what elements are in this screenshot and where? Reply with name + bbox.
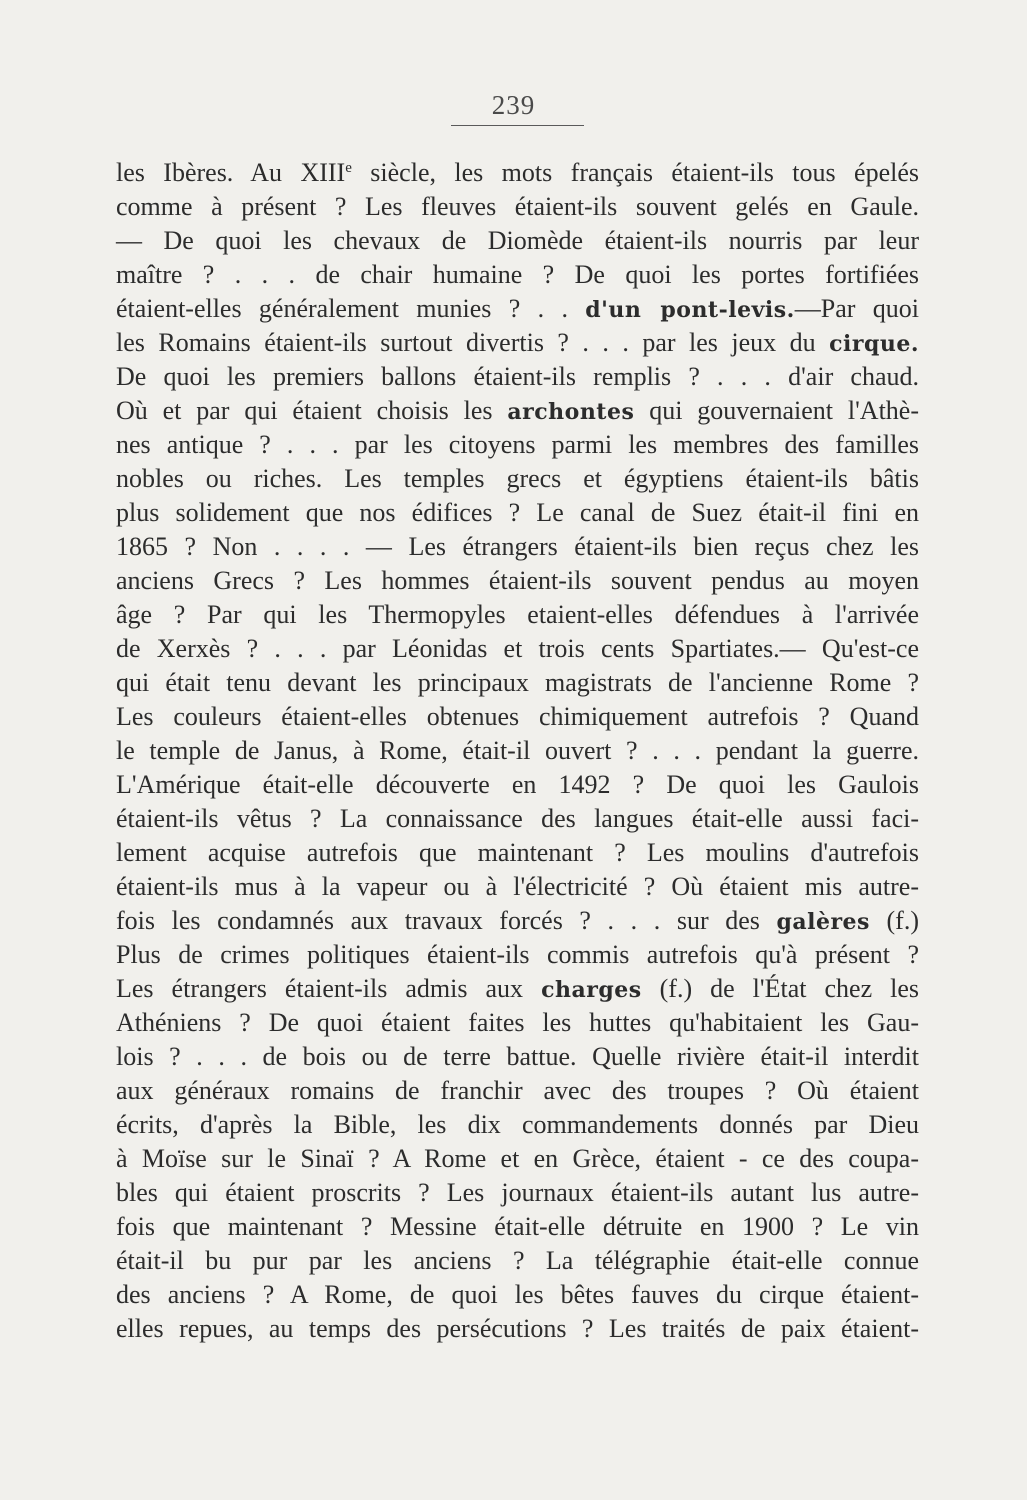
text-line (116, 700, 919, 734)
text-line (116, 190, 919, 224)
text-segment: nes antique ? . . . par les citoyens parmi les membres des familles (116, 430, 919, 459)
text-segment: de Xerxès ? . . . par Léonidas et trois cents Spartiates.— Qu'est-ce (116, 634, 919, 663)
text-line (116, 1006, 919, 1040)
text-line (116, 428, 919, 462)
bold-term: cirque. (829, 331, 919, 357)
bold-term: galères (776, 909, 870, 935)
bold-term: d'un pont-levis. (585, 297, 795, 323)
text-line (116, 768, 919, 802)
page-number: 239 (491, 90, 536, 120)
text-line (116, 870, 919, 904)
text-line (116, 938, 919, 972)
text-segment: des anciens ? A Rome, de quoi les bêtes fauves du cirque étaient- (116, 1280, 919, 1309)
text-segment: (f.) (869, 906, 919, 935)
text-line (116, 632, 919, 666)
text-segment: L'Amérique était-elle découverte en 1492 ? De quoi les Gaulois (116, 770, 919, 799)
text-line (116, 1176, 919, 1210)
text-segment: à Moïse sur le Sinaï ? A Rome et en Grèce, étaient - ce des coupa- (116, 1144, 919, 1173)
superscript: e (345, 160, 352, 176)
text-segment: aux généraux romains de franchir avec des troupes ? Où étaient (116, 1076, 919, 1105)
text-segment: Les étrangers étaient-ils admis aux (116, 974, 542, 1003)
text-segment: —Par quoi (794, 294, 919, 323)
text-line (116, 904, 919, 938)
text-segment: Plus de crimes politiques étaient-ils commis autrefois qu'à présent ? (116, 940, 919, 969)
text-segment: De quoi les premiers ballons étaient-ils remplis ? . . . d'air chaud. (116, 362, 919, 391)
bold-term: archontes (507, 399, 635, 425)
text-segment: nobles ou riches. Les temples grecs et égyptiens étaient-ils bâtis (116, 464, 919, 493)
text-segment: (f.) de l'État chez les (641, 974, 920, 1003)
text-line (116, 666, 919, 700)
text-line (116, 734, 919, 768)
text-line (116, 156, 919, 190)
text-segment: étaient-ils mus à la vapeur ou à l'électricité ? Où étaient mis autre- (116, 872, 919, 901)
text-line (116, 462, 919, 496)
text-line (116, 292, 919, 326)
text-segment: siècle, les mots français étaient-ils tous épelés (351, 158, 919, 187)
text-segment: 1865 ? Non . . . . — Les étrangers étaient-ils bien reçus chez les (116, 532, 919, 561)
text-segment: Athéniens ? De quoi étaient faites les huttes qu'habitaient les Gau- (116, 1008, 919, 1037)
text-line (116, 360, 919, 394)
text-segment: fois que maintenant ? Messine était-elle détruite en 1900 ? Le vin (116, 1212, 919, 1241)
text-line (116, 1210, 919, 1244)
text-segment: elles repues, au temps des persécutions ? Les traités de paix étaient- (116, 1314, 919, 1343)
text-segment: fois les condamnés aux travaux forcés ? . . . sur des (116, 906, 777, 935)
text-segment: maître ? . . . de chair humaine ? De quoi les portes fortifiées (116, 260, 919, 289)
text-segment: plus solidement que nos édifices ? Le canal de Suez était-il fini en (116, 498, 919, 527)
text-segment: était-il bu pur par les anciens ? La télégraphie était-elle connue (116, 1246, 919, 1275)
text-line (116, 496, 919, 530)
bold-term: charges (541, 977, 642, 1003)
text-segment: Où et par qui étaient choisis les (116, 396, 508, 425)
text-line (116, 1108, 919, 1142)
text-line (116, 564, 919, 598)
text-segment: âge ? Par qui les Thermopyles etaient-elles défendues à l'arrivée (116, 600, 919, 629)
text-segment: qui était tenu devant les principaux magistrats de l'ancienne Rome ? (116, 668, 919, 697)
text-line (116, 1278, 919, 1312)
text-line (116, 598, 919, 632)
text-line (116, 1142, 919, 1176)
body-text (116, 156, 919, 1346)
text-segment: — De quoi les chevaux de Diomède étaient-ils nourris par leur (116, 226, 919, 255)
text-line (116, 530, 919, 564)
text-segment: bles qui étaient proscrits ? Les journaux étaient-ils autant lus autre- (116, 1178, 919, 1207)
text-line (116, 972, 919, 1006)
text-line (116, 1244, 919, 1278)
text-line (116, 1040, 919, 1074)
text-line (116, 258, 919, 292)
text-segment: lois ? . . . de bois ou de terre battue. Quelle rivière était-il interdit (116, 1042, 919, 1071)
text-segment: les Ibères. Au XIII (116, 158, 346, 187)
text-segment: anciens Grecs ? Les hommes étaient-ils souvent pendus au moyen (116, 566, 919, 595)
text-segment: écrits, d'après la Bible, les dix commandements donnés par Dieu (116, 1110, 919, 1139)
text-segment: Les couleurs étaient-elles obtenues chimiquement autrefois ? Quand (116, 702, 919, 731)
text-line (116, 1312, 919, 1346)
text-segment: étaient-elles généralement munies ? . . (116, 294, 586, 323)
text-line (116, 326, 919, 360)
text-line (116, 802, 919, 836)
text-segment: étaient-ils vêtus ? La connaissance des langues était-elle aussi faci- (116, 804, 919, 833)
text-line (116, 836, 919, 870)
text-segment: lement acquise autrefois que maintenant ? Les moulins d'autrefois (116, 838, 919, 867)
header-rule (451, 125, 584, 126)
text-line (116, 394, 919, 428)
text-line (116, 1074, 919, 1108)
text-line (116, 224, 919, 258)
text-segment: le temple de Janus, à Rome, était-il ouvert ? . . . pendant la guerre. (116, 736, 919, 765)
text-segment: comme à présent ? Les fleuves étaient-ils souvent gelés en Gaule. (116, 192, 919, 221)
text-segment: les Romains étaient-ils surtout divertis ? . . . par les jeux du (116, 328, 830, 357)
text-segment: qui gouvernaient l'Athè- (634, 396, 920, 425)
